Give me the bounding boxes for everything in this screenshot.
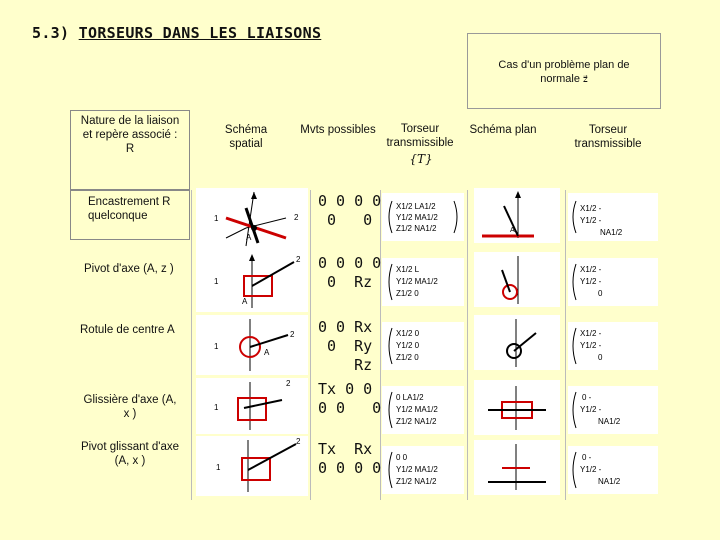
svg-text:Z1/2 NA1/2: Z1/2 NA1/2 — [396, 417, 437, 426]
header-schema-plan: Schéma plan — [469, 124, 537, 136]
schema-plan-pivot-glissant — [474, 440, 560, 495]
svg-text:A: A — [246, 233, 252, 242]
svg-text:Z1/2 0: Z1/2 0 — [396, 353, 419, 362]
grid-line — [467, 190, 468, 500]
svg-text:0 -: 0 - — [582, 393, 592, 402]
svg-text:1: 1 — [214, 277, 219, 286]
svg-text:Y1/2 MA1/2: Y1/2 MA1/2 — [396, 405, 438, 414]
svg-text:0 0: 0 0 — [396, 453, 408, 462]
svg-text:2: 2 — [290, 330, 295, 339]
grid-line — [310, 190, 311, 500]
torseur-pivot — [382, 258, 464, 306]
header-nature: Nature de la liaison et repère associé : R — [80, 115, 180, 155]
svg-text:Y1/2 MA1/2: Y1/2 MA1/2 — [396, 465, 438, 474]
schema-spatial-pivot — [196, 250, 308, 312]
svg-text:1: 1 — [216, 463, 221, 472]
svg-text:2: 2 — [296, 437, 301, 446]
grid-line — [191, 190, 192, 500]
svg-text:0 -: 0 - — [582, 453, 592, 462]
plan-note-line1: Cas d'un problème plan de — [498, 59, 630, 71]
schema-spatial-encastrement — [196, 188, 308, 250]
plan-note-box — [467, 33, 661, 109]
svg-text:0: 0 — [598, 353, 603, 362]
svg-text:1: 1 — [214, 403, 219, 412]
row-name-encastrement: Encastrement R quelconque — [88, 196, 171, 222]
row-name-rotule: Rotule de centre A — [80, 324, 175, 336]
svg-text:A: A — [264, 348, 270, 357]
svg-text:Y1/2 -: Y1/2 - — [580, 277, 602, 286]
svg-text:Z1/2 NA1/2: Z1/2 NA1/2 — [396, 477, 437, 486]
mvts-encastrement: 0 0 0 0 0 0 — [318, 192, 382, 229]
svg-text:NA1/2: NA1/2 — [598, 477, 621, 486]
svg-text:X1/2 -: X1/2 - — [580, 265, 602, 274]
svg-text:NA1/2: NA1/2 — [598, 417, 621, 426]
mvts-rotule: 0 0 Rx 0 Ry Rz — [318, 318, 373, 374]
svg-text:1: 1 — [214, 342, 219, 351]
torseur-plan-encastrement — [568, 193, 658, 241]
svg-text:2: 2 — [286, 379, 291, 388]
mvts-pivot: 0 0 0 0 0 Rz — [318, 254, 382, 291]
row-name-glissiere: Glissière d'axe (A, x ) — [83, 394, 177, 420]
torseur-glissiere — [382, 386, 464, 434]
schema-plan-pivot — [474, 252, 560, 307]
row-name-pivot-glissant: Pivot glissant d'axe (A, x ) — [80, 441, 180, 467]
svg-text:A: A — [242, 297, 248, 306]
mvts-pivot-glissant: Tx Rx 0 0 0 0 — [318, 440, 382, 477]
svg-text:X1/2 LA1/2: X1/2 LA1/2 — [396, 202, 436, 211]
schema-plan-rotule — [474, 315, 560, 370]
schema-spatial-rotule — [196, 315, 308, 375]
section-title — [32, 24, 321, 42]
svg-text:Y1/2 -: Y1/2 - — [580, 405, 602, 414]
svg-text:Y1/2 -: Y1/2 - — [580, 465, 602, 474]
torseur-plan-rotule — [568, 322, 658, 370]
torseur-pivot-glissant — [382, 446, 464, 494]
svg-text:NA1/2: NA1/2 — [600, 228, 623, 237]
schema-plan-glissiere — [474, 380, 560, 435]
section-number: 5.3) — [32, 24, 70, 42]
schema-plan-encastrement — [474, 188, 560, 243]
svg-text:2: 2 — [294, 213, 299, 222]
svg-text:Z1/2 0: Z1/2 0 — [396, 289, 419, 298]
torseur-rotule — [382, 322, 464, 370]
schema-spatial-glissiere — [196, 378, 308, 434]
torseur-plan-pivot-glissant — [568, 446, 658, 494]
svg-text:Y1/2 0: Y1/2 0 — [396, 341, 420, 350]
torseur-plan-glissiere — [568, 386, 658, 434]
schema-spatial-pivot-glissant — [196, 436, 308, 496]
mvts-glissiere: Tx 0 0 0 0 0 — [318, 380, 382, 417]
header-torseur-plan: Torseur transmissible — [574, 124, 642, 150]
header-torseur: Torseur transmissible — [386, 123, 454, 149]
svg-text:Z1/2 NA1/2: Z1/2 NA1/2 — [396, 224, 437, 233]
svg-text:0: 0 — [598, 289, 603, 298]
z-vector-icon: z⃗ — [583, 74, 588, 84]
svg-text:X1/2 L: X1/2 L — [396, 265, 420, 274]
grid-line — [565, 190, 566, 500]
svg-text:X1/2 -: X1/2 - — [580, 204, 602, 213]
svg-text:Y1/2 -: Y1/2 - — [580, 341, 602, 350]
svg-text:0 LA1/2: 0 LA1/2 — [396, 393, 424, 402]
torseur-encastrement — [382, 193, 464, 241]
svg-text:2: 2 — [296, 255, 301, 264]
torseur-plan-pivot — [568, 258, 658, 306]
row-name-pivot: Pivot d'axe (A, z ) — [84, 263, 174, 275]
svg-text:X1/2 -: X1/2 - — [580, 329, 602, 338]
svg-text:Y1/2 -: Y1/2 - — [580, 216, 602, 225]
header-mvts: Mvts possibles — [300, 124, 376, 136]
svg-text:X1/2 0: X1/2 0 — [396, 329, 420, 338]
svg-text:Y1/2 MA1/2: Y1/2 MA1/2 — [396, 277, 438, 286]
section-heading: TORSEURS DANS LES LIAISONS — [78, 24, 322, 42]
svg-text:1: 1 — [214, 214, 219, 223]
header-schema-spatial: Schéma spatial — [224, 124, 268, 150]
torseur-symbol: {T} — [409, 152, 433, 166]
plan-note-line2: normale — [540, 73, 580, 85]
svg-text:Y1/2 MA1/2: Y1/2 MA1/2 — [396, 213, 438, 222]
svg-text:A: A — [510, 227, 515, 234]
